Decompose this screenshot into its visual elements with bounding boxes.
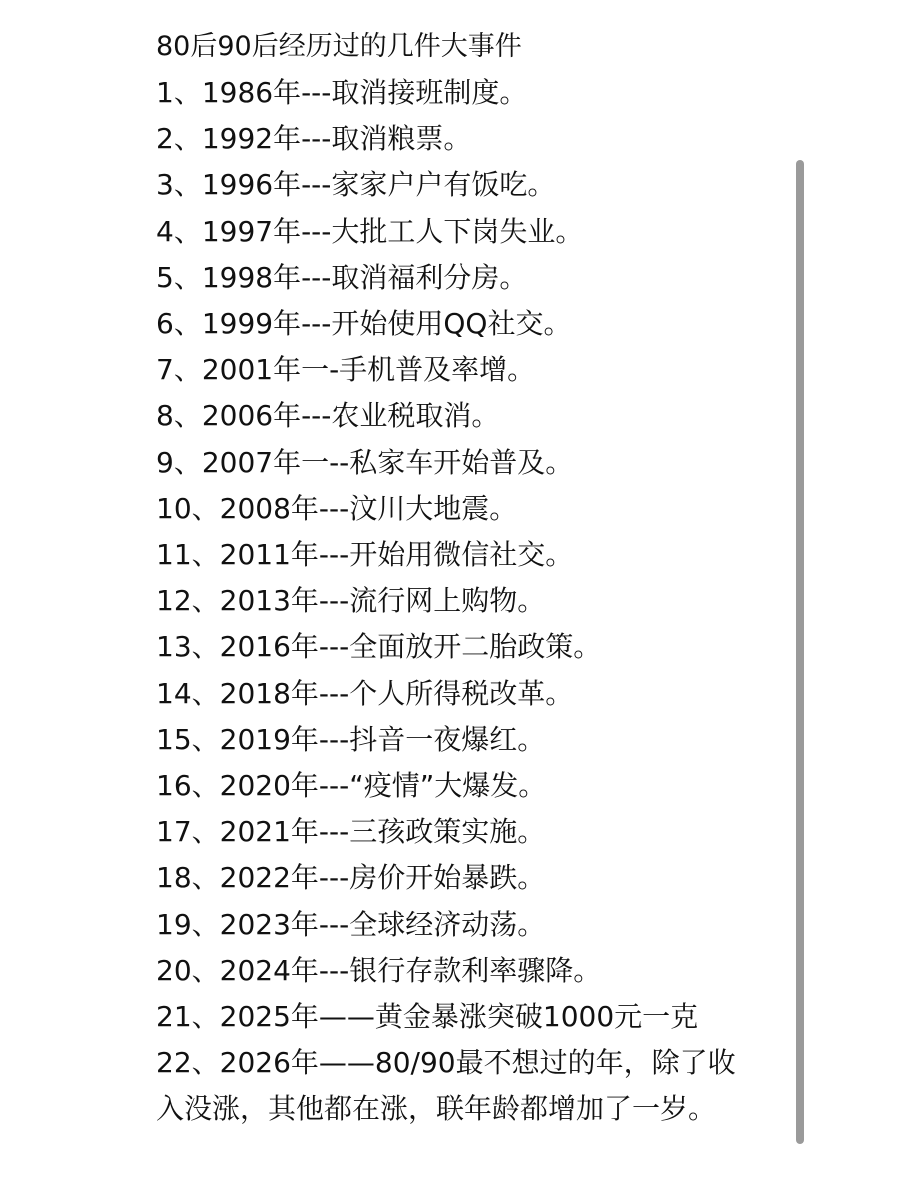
event-item-10: 10、2008年---汶川大地震。 xyxy=(156,491,518,525)
event-item-21: 21、2025年——黄金暴涨突破1000元一克 xyxy=(156,1000,699,1034)
event-item-8: 8、2006年---农业税取消。 xyxy=(156,399,500,433)
event-item-17: 17、2021年---三孩政策实施。 xyxy=(156,815,546,849)
event-item-1: 1、1986年---取消接班制度。 xyxy=(156,76,528,109)
event-item-19: 19、2023年---全球经济动荡。 xyxy=(156,907,546,941)
event-list xyxy=(156,70,776,1133)
event-item-6: 6、1999年---开始使用QQ社交。 xyxy=(156,307,572,341)
event-item-13: 13、2016年---全面放开二胎政策。 xyxy=(156,630,602,664)
event-item-12: 12、2013年---流行网上购物。 xyxy=(156,584,546,618)
document-body xyxy=(156,24,776,1133)
event-item-5: 5、1998年---取消福利分房。 xyxy=(156,260,528,294)
event-item-16: 16、2020年---“疫情”大爆发。 xyxy=(156,769,547,803)
event-item-9: 9、2007年一--私家车开始普及。 xyxy=(156,445,574,479)
event-item-2: 2、1992年---取消粮票。 xyxy=(156,122,472,156)
event-item-7: 7、2001年一-手机普及率增。 xyxy=(156,353,536,387)
event-item-4: 4、1997年---大批工人下岗失业。 xyxy=(156,214,584,248)
document-title: 80后90后经历过的几件大事件 xyxy=(156,31,522,62)
scrollbar[interactable] xyxy=(796,160,804,1144)
event-item-18: 18、2022年---房价开始暴跌。 xyxy=(156,861,546,895)
event-item-14: 14、2018年---个人所得税改革。 xyxy=(156,676,574,710)
event-item-22: 22、2026年——80/90最不想过的年，除了收入没涨，其他都在涨，联年龄都增加了一岁。 xyxy=(156,1046,736,1126)
event-item-20: 20、2024年---银行存款利率骤降。 xyxy=(156,953,602,987)
event-item-3: 3、1996年---家家户户有饭吃。 xyxy=(156,168,556,202)
event-item-11: 11、2011年---开始用微信社交。 xyxy=(156,538,574,572)
event-item-15: 15、2019年---抖音一夜爆红。 xyxy=(156,722,546,756)
